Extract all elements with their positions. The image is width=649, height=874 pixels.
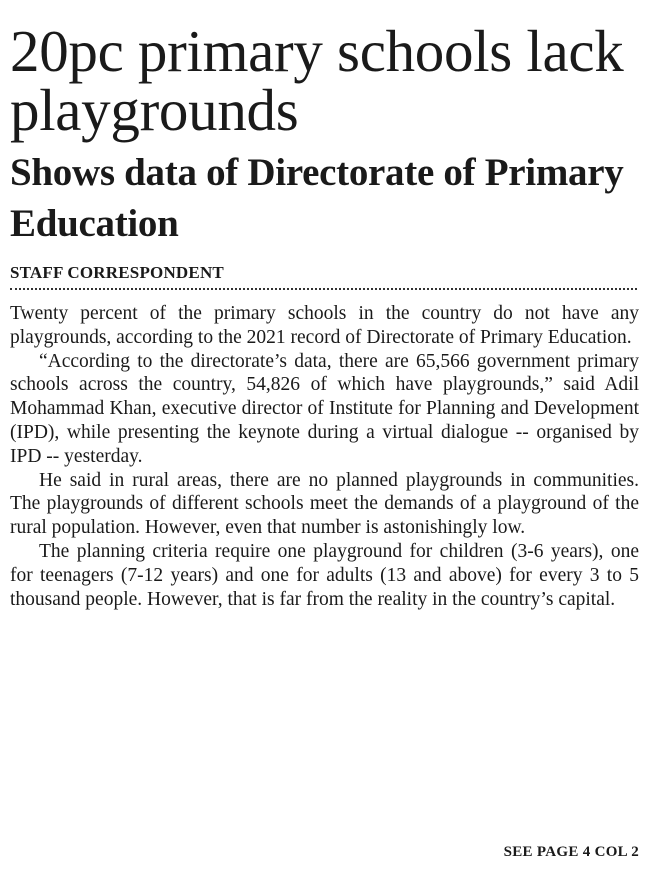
headline: 20pc primary schools lack playgrounds: [10, 18, 624, 143]
article-body: [10, 302, 639, 611]
dotted-divider: [10, 288, 637, 290]
continuation-reference: SEE PAGE 4 COL 2: [503, 844, 639, 860]
news-article: [10, 0, 639, 611]
byline: STAFF CORRESPONDENT: [10, 263, 224, 282]
subheadline: Shows data of Directorate of Primary Education: [10, 151, 624, 245]
body-paragraph-4: The planning criteria require one playground for children (3-6 years), one for teenagers (7-12 years) and one for adults (13 and above) for every 3 to 5 thousand people. However, that is far from the reality in the country’s capital.: [10, 540, 639, 610]
body-paragraph-2: “According to the directorate’s data, there are 65,566 government primary schools across the country, 54,826 of which have playgrounds,” said Adil Mohammad Khan, executive director of Institute for Planning and Development (IPD), while presenting the keynote during a virtual dialogue -- organised by IPD -- yesterday.: [10, 350, 639, 467]
body-paragraph-3: He said in rural areas, there are no planned playgrounds in communities. The playgrounds of different schools meet the demands of a playground of the rural population. However, even that number is astonishingly low.: [10, 469, 639, 539]
body-paragraph-1: Twenty percent of the primary schools in the country do not have any playgrounds, according to the 2021 record of Directorate of Primary Education.: [10, 303, 639, 348]
